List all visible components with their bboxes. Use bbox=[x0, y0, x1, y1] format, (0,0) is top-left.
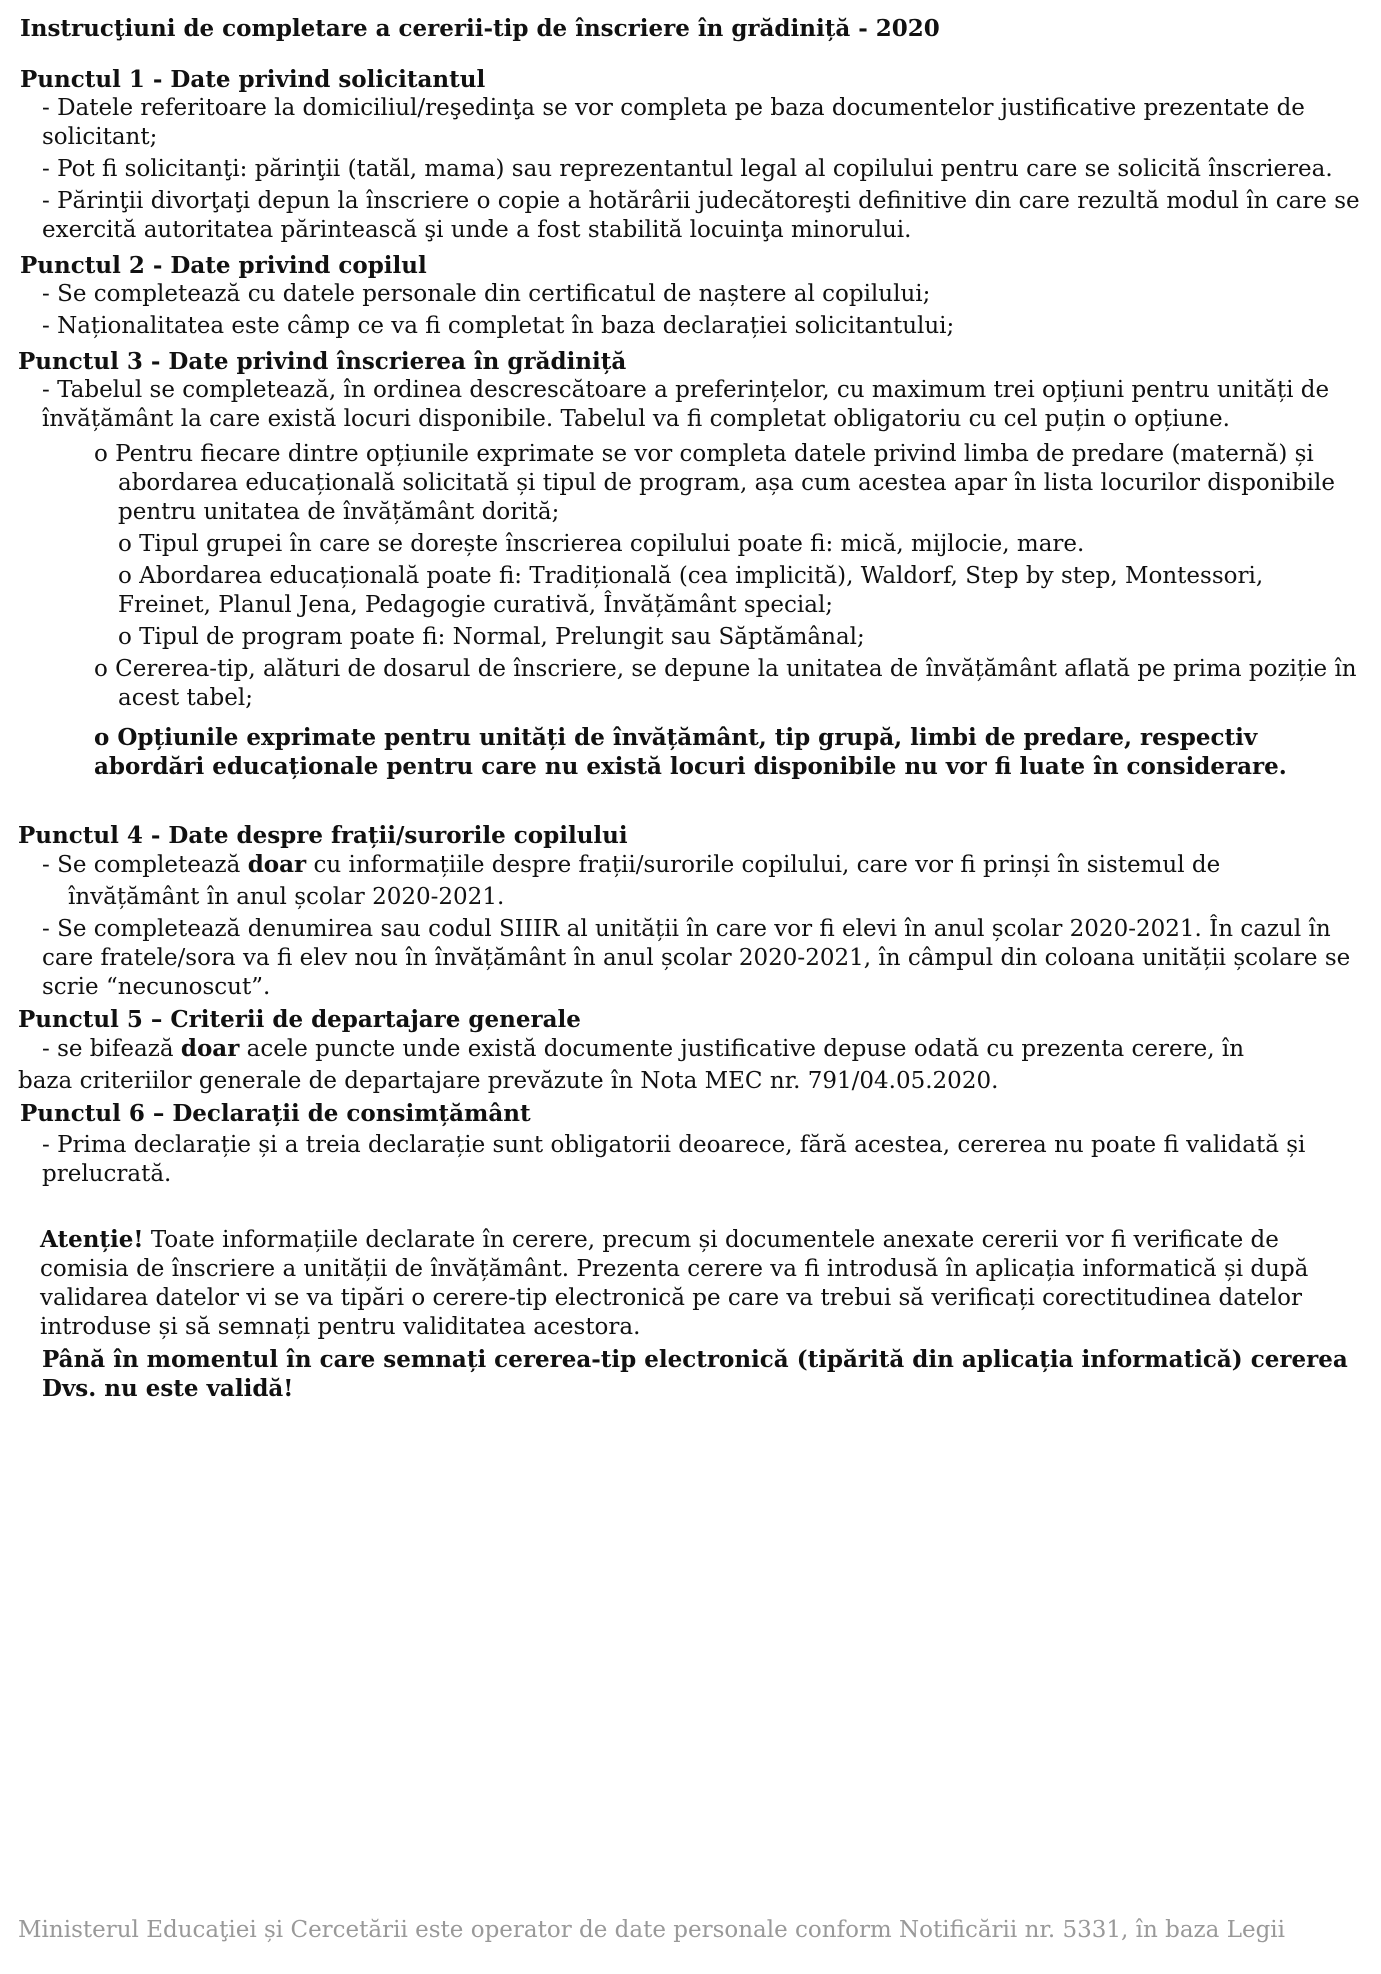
section-6-item: - Prima declarație și a treia declarație sunt obligatorii deoarece, fără acestea, cererea nu poate fi validată și prelucrată. bbox=[42, 1132, 1306, 1187]
section-4-item-1-post: cu informațiile despre frații/surorile copilului, care vor fi prinși în sistemul de bbox=[306, 852, 1221, 878]
section-3-sub-1: o Pentru fiecare dintre opțiunile exprimate se vor completa datele privind limba de predare (maternă) și abordarea educațională solicitată și tipul de program, așa cum acestea apar în lista locurilor disponibile pentru unitatea de învățământ dorită; bbox=[94, 441, 1335, 525]
section-4-item-1-cont: învățământ în anul școlar 2020-2021. bbox=[68, 884, 505, 910]
section-5-item-cont: baza criteriilor generale de departajare prevăzute în Nota MEC nr. 791/04.05.2020. bbox=[18, 1068, 999, 1094]
section-3-sub-5: o Cererea-tip, alături de dosarul de înscriere, se depune la unitatea de învățământ aflată pe prima poziție în acest tabel; bbox=[94, 656, 1357, 711]
section-5-item-pre: - se bifează bbox=[42, 1036, 181, 1062]
section-6-heading: Punctul 6 – Declarații de consimțământ bbox=[20, 1100, 531, 1127]
section-2-item-2: - Naționalitatea este câmp ce va fi completat în baza declarației solicitantului; bbox=[42, 313, 955, 339]
section-5-heading: Punctul 5 – Criterii de departajare generale bbox=[18, 1006, 581, 1033]
section-3-sub-6: o Opțiunile exprimate pentru unități de învățământ, tip grupă, limbi de predare, respectiv abordări educaționale pentru care nu există locuri disponibile nu vor fi luate în considerare. bbox=[94, 724, 1287, 780]
section-4-item-1 bbox=[18, 850, 1363, 880]
section-4-item-1-bold: doar bbox=[247, 851, 307, 878]
section-3-sub-4: o Tipul de program poate fi: Normal, Prelungit sau Săptămânal; bbox=[118, 624, 865, 650]
footer-notice: Ministerul Educaţiei și Cercetării este operator de date personale conform Notificării nr. 5331, în baza Legii bbox=[18, 1917, 1286, 1943]
section-3-heading: Punctul 3 - Date privind înscrierea în grădiniță bbox=[18, 348, 627, 375]
section-5-item bbox=[18, 1034, 1363, 1064]
section-3-sub-3: o Abordarea educațională poate fi: Tradițională (cea implicită), Waldorf, Step by step, Montessori, Freinet, Planul Jena, Pedagogie curativă, Învățământ special; bbox=[118, 563, 1264, 618]
attention-paragraph bbox=[18, 1225, 1363, 1342]
section-4-heading: Punctul 4 - Date despre frații/surorile copilului bbox=[18, 822, 628, 849]
attention-label: Atenție! bbox=[40, 1226, 144, 1253]
section-4-item-2: - Se completează denumirea sau codul SIIIR al unității în care vor fi elevi în anul școlar 2020-2021. În cazul în care fratele/sora va fi elev nou în învățământ în anul școlar 2020-2021, în câmpul din coloana unității școlare se scrie “necunoscut”. bbox=[42, 916, 1351, 1000]
section-4-item-1-pre: - Se completează bbox=[42, 852, 248, 878]
section-1-item-3: - Părinţii divorţaţi depun la înscriere o copie a hotărârii judecătoreşti definitive din care rezultă modul în care se exercită autoritatea părintească şi unde a fost stabilită locuinţa minorului. bbox=[42, 188, 1360, 243]
document-page bbox=[18, 14, 1363, 1403]
section-2-heading: Punctul 2 - Date privind copilul bbox=[20, 252, 427, 279]
section-5-item-post: acele puncte unde există documente justificative depuse odată cu prezenta cerere, în bbox=[239, 1036, 1245, 1062]
attention-text: Toate informațiile declarate în cerere, precum și documentele anexate cererii vor fi verificate de comisia de înscriere a unității de învățământ. Prezenta cerere va fi introdusă în aplicația informatică și după validarea datelor vi se va tipări o cerere-tip electronică pe care va trebui să verificați corectitudinea datelor introduse și să semnați pentru validitatea acestora. bbox=[40, 1227, 1309, 1340]
section-5-item-bold: doar bbox=[180, 1035, 240, 1062]
document-title: Instrucţiuni de completare a cererii-tip de înscriere în grădiniță - 2020 bbox=[20, 15, 940, 42]
section-3-sub-2: o Tipul grupei în care se dorește înscrierea copilului poate fi: mică, mijlocie, mare. bbox=[118, 531, 1085, 557]
validity-notice: Până în momentul în care semnați cererea-tip electronică (tipărită din aplicația informatică) cererea Dvs. nu este validă! bbox=[42, 1346, 1348, 1402]
section-1-heading: Punctul 1 - Date privind solicitantul bbox=[20, 66, 486, 93]
section-3-intro: - Tabelul se completează, în ordinea descrescătoare a preferințelor, cu maximum trei opțiuni pentru unități de învățământ la care există locuri disponibile. Tabelul va fi completat obligatoriu cu cel puțin o opțiune. bbox=[42, 377, 1330, 432]
section-1-item-2: - Pot fi solicitanţi: părinţii (tatăl, mama) sau reprezentantul legal al copilului pentru care se solicită înscrierea. bbox=[42, 156, 1333, 182]
section-1-item-1: - Datele referitoare la domiciliul/reşedinţa se vor completa pe baza documentelor justificative prezentate de solicitant; bbox=[42, 95, 1305, 150]
section-2-item-1: - Se completează cu datele personale din certificatul de naștere al copilului; bbox=[42, 281, 931, 307]
